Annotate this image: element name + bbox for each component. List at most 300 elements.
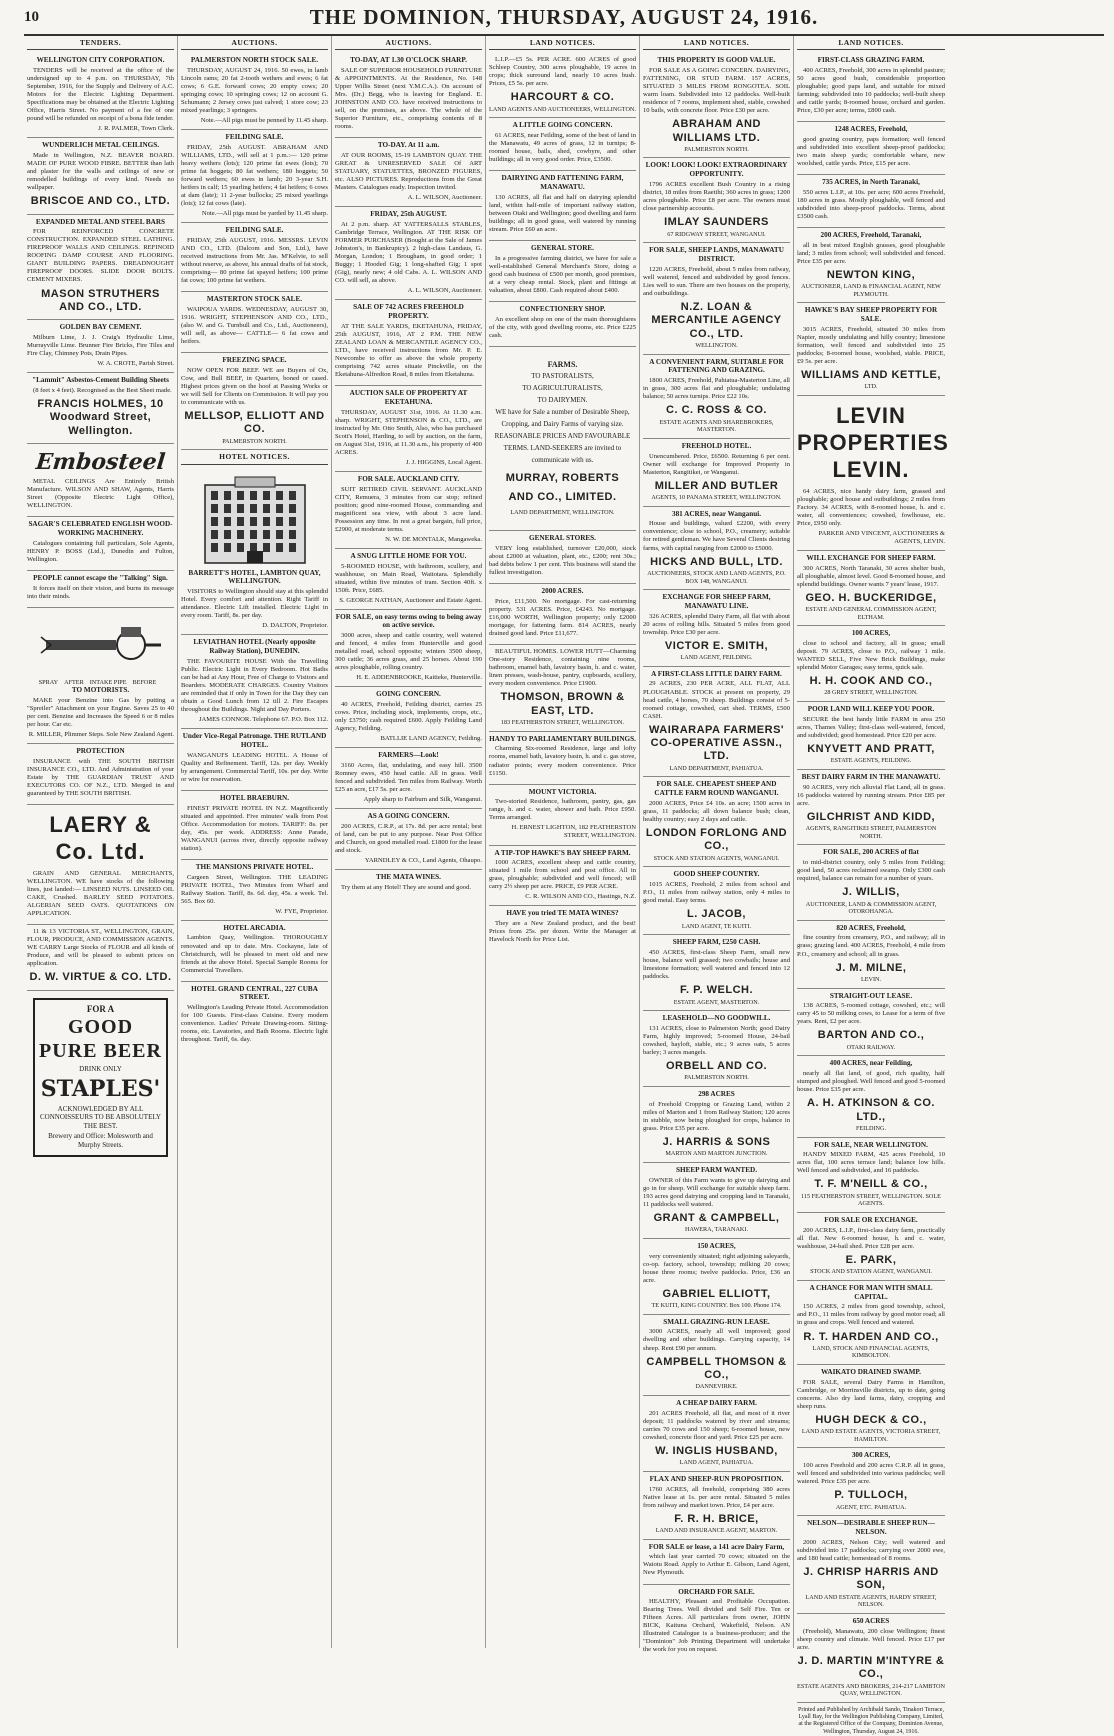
ad-heading: HAVE you tried TE MATA WINES? bbox=[506, 909, 619, 918]
ad-heading: FOR SALE OR EXCHANGE. bbox=[824, 1216, 918, 1224]
advertisement bbox=[797, 122, 945, 175]
advertiser-name: F. R. H. BRICE, bbox=[674, 1512, 759, 1525]
beer-brand: STAPLES' bbox=[40, 1075, 161, 1102]
ad-body bbox=[27, 758, 174, 798]
ad-body bbox=[335, 823, 482, 855]
ad-signature: N. W. DE MONTALK, Mangaweka. bbox=[385, 535, 482, 543]
ad-heading: EXPANDED METAL AND STEEL BARS bbox=[35, 217, 166, 226]
ad-body bbox=[643, 613, 790, 637]
ad-heading: 735 ACRES, in North Taranaki, bbox=[822, 178, 920, 187]
ad-text: HEALTHY, Pleasant and Profitable Occupation. Bearing Trees. Well divided and Self Fire. Ten or Fifteen Acres. All particulars from owner, JOHN BICK, Kaituna Orchard, Wakefield, Nelson. AN Illustrated Catalogue is a business-producer; and the "Dominion" Job Printing Department will undertake the work for you on request. bbox=[643, 1598, 790, 1654]
ad-heading: FOR SALE. CHEAPEST SHEEP AND CATTLE FARM ROUND WANGANUI. bbox=[654, 780, 779, 798]
ad-body bbox=[489, 56, 636, 88]
ad-text: SECURE the best handy little FARM in area 250 acres, Thames Valley; first-class well-watered, fenced, and subdivided; good homestead. Price £20 per acre. bbox=[797, 715, 945, 739]
advertiser-name: P. TULLOCH, bbox=[834, 1489, 908, 1502]
ad-heading: 100 ACRES, bbox=[851, 629, 891, 638]
ad-body bbox=[489, 648, 636, 688]
ad-heading: PROTECTION bbox=[76, 747, 125, 756]
ad-heading: 400 ACRES, near Feilding, bbox=[829, 1059, 913, 1068]
ad-text: 11 & 13 VICTORIA ST., WELLINGTON, GRAIN, FLOUR, PRODUCE, AND COMMISSION AGENTS. WE CARRY Large Stocks of FLOUR and all kinds of Produce, and will be pleased to submit prices on application. bbox=[27, 928, 174, 968]
ad-text: Lambton Quay, Wellington. THOROUGHLY renovated and up to date. Mrs. Cockayne, late of Christchurch, will be pleased to meet old and new friends at the above Hotel. Special Sample Rooms for Commercial Travellers. bbox=[181, 934, 328, 974]
ad-text: WANGANUI'S LEADING HOTEL. A House of Quality and Refinement. Tariff, 12s. per day. Weekly by arrangement. Commercial Tariff, 10s. per day. Write or wire for reservation. bbox=[181, 751, 328, 783]
advertisement bbox=[181, 353, 328, 450]
ad-text: An excellent shop on one of the main thoroughfares of the city, with good dwelling rooms, etc. Price £225 cash. bbox=[489, 315, 636, 339]
ad-heading: A CONVENIENT FARM, SUITABLE FOR FATTENING AND GRAZING. bbox=[649, 357, 784, 375]
ad-signature: W. A. CROTE, Parish Street. bbox=[97, 360, 174, 368]
advertiser-address: LAND AGENTS AND AUCTIONEERS, WELLINGTON. bbox=[489, 105, 636, 113]
advertiser-name: C. C. ROSS & CO. bbox=[666, 404, 767, 417]
advertiser-name: KNYVETT AND PRATT, bbox=[807, 742, 935, 755]
advertisement bbox=[335, 748, 482, 809]
ad-body bbox=[797, 1462, 945, 1486]
advertisement bbox=[489, 732, 636, 785]
advertisement bbox=[797, 53, 945, 122]
advertiser-name: GRANT & CAMPBELL, bbox=[653, 1211, 780, 1224]
ad-signature: R. MILLER, Plimmer Steps. Sole New Zealand Agent. bbox=[28, 731, 174, 739]
farms-body: WE have for Sale a number of Desirable Sheep, Cropping, and Dairy Farms of varying size. REASONABLE PRICES AND FAVOURABLE TERMS. LAND-SEEKERS are invited to communicate with us. bbox=[494, 407, 631, 464]
ad-text: 130 ACRES, all flat and half on dairying splendid land, within half-mile of important railway station, between Otaki and Wellington; good dwelling and farm buildings; all in good grass, well watered by running stream. Price £60 an acre. bbox=[489, 193, 636, 233]
advertiser-name: MILLER AND BUTLER bbox=[654, 479, 779, 492]
advertiser-address: AUCTIONEER, LAND & FINANCIAL AGENT, NEW PLYMOUTH. bbox=[801, 283, 941, 298]
advertiser-name: WILLIAMS AND KETTLE, bbox=[801, 369, 941, 382]
ad-body bbox=[27, 478, 174, 510]
advertiser-name: BARTON AND CO., bbox=[817, 1029, 925, 1042]
advertisement bbox=[181, 223, 328, 292]
ad-signature: Note.—All pigs must be yarded by 11.45 sharp. bbox=[201, 210, 328, 218]
advertisement bbox=[335, 870, 482, 898]
advertiser-name: MASON STRUTHERS AND CO., LTD. bbox=[41, 287, 160, 313]
advertisement bbox=[797, 921, 945, 989]
ad-text: AT THE SALE YARDS, EKETAHUNA, FRIDAY, 25th AUGUST, 1916, AT 2 P.M. THE NEW ZEALAND LOAN & MERCANTILE AGENCY CO., LTD., have received instructions from Mr. P. E. Newcombe to offer as above the whole property comprising 742 acres situate Pinckville, on the Eketahuna-Alfredton Road, 8 miles from Eketahuna. bbox=[335, 322, 482, 378]
ad-heading: A CHEAP DAIRY FARM. bbox=[676, 1398, 757, 1407]
ad-heading: A TIP-TOP HAWKE'S BAY SHEEP FARM. bbox=[494, 848, 631, 857]
advertisement bbox=[335, 687, 482, 748]
advertisement bbox=[797, 1138, 945, 1213]
advertiser-address: LAND DEPARTMENT, PAHIATUA. bbox=[669, 764, 764, 772]
ad-heading: FOR SALE. AUCKLAND CITY. bbox=[357, 474, 460, 483]
ad-signature: S. GEORGE NATHAN, Auctioneer and Estate Agent. bbox=[339, 596, 482, 604]
ad-text: OWNER of this Farm wants to give up dairying and go in for sheep. Will exchange for suitable sheep farm. 193 acres good dairying and cropping land in Taranaki, 11 paddocks well watered. bbox=[643, 1176, 790, 1208]
ad-body bbox=[27, 928, 174, 968]
page-number: 10 bbox=[24, 8, 39, 25]
ad-text: 1800 ACRES, Freehold, Pahiatua-Masterton Line, all in grass, 300 acres flat and ploughable; undulating balance; 50 acres turnips. Price £22 10s. bbox=[643, 377, 791, 401]
ad-body bbox=[797, 136, 945, 168]
ad-text: 1760 ACRES, all freehold, comprising 380 acres Native lease at 1s. per acre rental. Situated 5 miles from railway and market town. Price, £4 per acre. bbox=[643, 1485, 790, 1509]
ad-body bbox=[643, 881, 790, 905]
column-header: TENDERS. bbox=[27, 36, 174, 50]
advertisement bbox=[181, 729, 328, 791]
ad-heading: WILL EXCHANGE FOR SHEEP FARM. bbox=[806, 553, 936, 562]
ad-text: 450 ACRES, first-class Sheep Farm, small new house, balance well grassed; two cowbails; house and limestone formation; well watered and fenced into 12 paddocks. bbox=[643, 949, 790, 981]
advertiser-address: LAND AND ESTATE AGENTS, HARDY STREET, NELSON. bbox=[805, 1593, 937, 1609]
ad-text: 1000 ACRES, excellent sheep and cattle country, situated 1 mile from school and post office. All in grass, ploughable; subdivided and well fenced; will carry 2½ sheep per acre. PRICE, £9 PER ACRE. bbox=[489, 859, 636, 891]
advertisement bbox=[181, 130, 328, 223]
advertisement bbox=[489, 785, 636, 846]
advertiser-address: AUCTIONEER, LAND & COMMISSION AGENT, OTOROHANGA. bbox=[805, 900, 937, 916]
advertiser-address: TE KUITI, KING COUNTRY. Box 100. Phone 174. bbox=[651, 1302, 782, 1310]
ad-body bbox=[797, 1379, 945, 1411]
advertiser-name: J. M. MILNE, bbox=[835, 961, 907, 974]
ad-heading: LEVIATHAN HOTEL (Nearly opposite Railway Station), DUNEDIN. bbox=[193, 638, 316, 656]
advertisement bbox=[27, 53, 174, 138]
ad-text: Cargeen Street, Wellington. THE LEADING PRIVATE HOTEL, Two Minutes from Wharf and Railway Station. Tariff, 8s. 6d. day, 45s. a week. Tel. 565. Box 60. bbox=[181, 873, 328, 905]
masthead bbox=[24, 0, 1104, 36]
ad-heading: GENERAL STORE. bbox=[531, 243, 594, 252]
ad-text: Catalogues containing full particulars, Sole Agents, HENRY P. BOSS (Ltd.), Dunedin and Fulton, Wellington. bbox=[27, 539, 174, 563]
advertisement bbox=[797, 175, 945, 228]
advertiser-name: WAIRARAPA FARMERS' CO-OPERATIVE ASSN., LTD. bbox=[648, 723, 785, 763]
ad-text: 100 acres Freehold and 200 acres C.R.P. all in grass, well fenced and subdivided into various paddocks; well watered. Price £35 per acre. bbox=[797, 1462, 945, 1486]
advertisement bbox=[335, 472, 482, 549]
ad-body bbox=[797, 67, 945, 115]
advertisement bbox=[643, 439, 790, 507]
farms-line: TO DAIRYMEN. bbox=[537, 396, 588, 405]
advertisement bbox=[643, 935, 790, 1011]
ad-text: 2000 ACRES, Price £4 10s. an acre; 1500 acres in grass, 11 paddocks; all down balance bush; clean, healthy country; easy 2 days and cattle. bbox=[643, 799, 790, 824]
advertisement bbox=[643, 1087, 790, 1163]
advertiser-address: ESTATE AGENTS AND BROKERS, 214-217 LAMBTON QUAY, WELLINGTON. bbox=[797, 1682, 945, 1698]
ad-body bbox=[335, 323, 482, 379]
advertisement bbox=[643, 1315, 790, 1396]
ad-text: 131 ACRES, close to Palmerston North; good Dairy Farm, highly improved; 5-roomed House, 24-bail cowshed, hayloft, stable, etc.; 9 acres oats, 5 acres barley; 3 acres mangels. bbox=[643, 1024, 790, 1057]
ad-body bbox=[797, 1539, 945, 1563]
advertisement bbox=[797, 1281, 945, 1365]
ad-heading: THE MANSIONS PRIVATE HOTEL. bbox=[195, 862, 314, 871]
advertisement bbox=[643, 590, 790, 667]
ad-body bbox=[181, 805, 328, 853]
ad-text: nearly all flat land, of good, rich quality, half stumped and ploughed. Well fenced and good 5-roomed house. Price £35 per acre. bbox=[797, 1070, 945, 1094]
advertiser-address: AGENTS, RANGITIKEI STREET, PALMERSTON NORTH. bbox=[805, 825, 937, 840]
column-header: LAND NOTICES. bbox=[489, 36, 636, 50]
farms-title: FARMS. bbox=[547, 359, 578, 369]
advertisement bbox=[335, 610, 482, 688]
advertisement bbox=[643, 667, 790, 778]
ad-heading: 298 ACRES bbox=[698, 1090, 735, 1099]
ad-heading: FREEHOLD HOTEL. bbox=[681, 441, 752, 450]
ad-text: FRIDAY, 25th AUGUST, 1916. MESSRS. LEVIN AND CO., LTD. (Dalcom and Son, Ltd.), have received instructions from Mr. Jas. M'Kelvie, to sell without reserve, as above, his annual drafts of fat stock, comprising— 80 prime fat spayed heifers; 100 prime fat cows; 100 prime fat wethers. bbox=[181, 236, 328, 285]
ad-text: to mid-district country, only 5 miles from Feilding; good land, 50 acres reclaimed swamp. Only £300 cash required, balance can remain for a number of years. bbox=[797, 859, 945, 883]
ad-text: 326 ACRES, splendid Dairy Farm, all flat with about 20 acres of rolling hills. Situated 5 miles from good township. Price £30 per acre. bbox=[643, 612, 790, 636]
advertiser-address: LAND AGENT, FEILDING. bbox=[680, 654, 753, 662]
advertisement bbox=[489, 531, 636, 584]
illustration-label: SPRAY bbox=[38, 678, 59, 686]
ad-body bbox=[643, 680, 790, 720]
ad-text: which last year carried 70 cows; situated on the Waiotu Road. Apply to Arthur E. Gibson, Land Agent, New Plymouth. bbox=[643, 1553, 790, 1577]
imprint-footer: Printed and Published by Archibald Sando, Tinakori Terrace, Lyall Bay, for the Wellington Publishing Company, Limited, at the Registered Office of the Company, Dominion Avenue, Wellington, Thursday, August 24, 1916. bbox=[798, 1706, 944, 1735]
ad-body bbox=[181, 67, 328, 115]
advertiser-address: FEILDING. bbox=[855, 1125, 887, 1133]
advertiser-name: VICTOR E. SMITH, bbox=[664, 639, 769, 652]
advertiser-name: ORBELL AND CO. bbox=[665, 1060, 768, 1073]
advertisement bbox=[643, 1163, 790, 1239]
ad-body bbox=[489, 920, 636, 944]
ad-text: WAIPOUA YARDS. WEDNESDAY, AUGUST 30, 1916. WRIGHT, STEPHENSON AND CO., LTD., (also W. and G. Turnbull and Co., Ltd., Auctioneers), will sell, as above— CATTLE— 6 fat cows and heifers. bbox=[181, 305, 328, 346]
ad-body bbox=[797, 934, 945, 958]
ad-body bbox=[643, 1553, 790, 1577]
advertisement bbox=[181, 982, 328, 1051]
advertiser-address: LTD. bbox=[864, 383, 878, 391]
advertisement bbox=[643, 1396, 790, 1472]
section-header: HOTEL NOTICES. bbox=[181, 450, 328, 464]
advertiser-name: E. PARK, bbox=[845, 1253, 897, 1266]
ad-body bbox=[797, 784, 945, 808]
ad-text: 400 ACRES, Freehold, 300 acres in splendid pasture; 50 acres good bush, considerable proportion ploughable; good paps land, and suitable for mixed farming; subdivided into 10 paddocks; well-built sheep and cattle yards; 8-roomed house, orchard and garden. Price, £30 per acre; terms, £800 cash. bbox=[797, 66, 945, 115]
ad-heading: FIRST-CLASS GRAZING FARM. bbox=[817, 56, 925, 65]
farms-line: TO PASTORALISTS, bbox=[531, 372, 594, 381]
ad-text: INSURANCE with THE SOUTH BRITISH INSURANCE CO., LTD. And Administration of your Estate by THE GUARDIAN TRUST AND EXECUTORS CO. OF N.Z., LTD. Merged in and guaranteed by THE SOUTH BRITISH. bbox=[27, 758, 174, 798]
ad-signature: W. FYE, Proprietor. bbox=[275, 907, 328, 915]
illustration-labels bbox=[27, 679, 174, 687]
ad-signature: YARNDLEY & CO., Land Agents, Ohaupo. bbox=[364, 857, 482, 865]
ad-heading: 650 ACRES bbox=[852, 1616, 890, 1625]
ad-text: House and buildings, valued £2200, with every convenience; close to school, P.O., creamery; suitable for retired gentleman. We have Several Clients desiring farms, with capital ranging from £2000 to £5000. bbox=[643, 520, 790, 552]
ad-text: 3015 ACRES, Freehold, situated 30 miles from Napier, mostly undulating and hilly country; limestone formation, well fenced and subdivided into 25 paddocks; 8-roomed house, woolshed, stable. PRICE, £9 5s. per acre. bbox=[797, 325, 945, 366]
ad-heading: GOOD SHEEP COUNTRY. bbox=[673, 870, 760, 879]
advertisement bbox=[489, 347, 636, 532]
ad-body bbox=[797, 1628, 945, 1652]
ad-text: THE FAVOURITE HOUSE With the Travelling Public. Electric Light in Every Bedroom. Hot Baths can be had at Any Hour, Free of Charge to Visitors and Boarders. MODERATE CHARGES. Country Visitors are reminded that if only in Town for the Day they can obtain a Good Lunch from 12 till 2. Fire Escapes throughout the Buildings. Night and Day Porters. bbox=[181, 657, 328, 714]
advertiser-address: LAND, STOCK AND FINANCIAL AGENTS, KIMBOLTON. bbox=[812, 1344, 930, 1360]
advertiser-logo: Embosteel bbox=[34, 449, 167, 476]
ad-text: Unencumbered. Price, £6500. Returning 6 per cent. Owner will exchange for Improved Property in Masterton, Rangitikei, or Wanganui. bbox=[643, 452, 790, 476]
advertisement bbox=[643, 1540, 790, 1585]
ad-body bbox=[797, 716, 945, 740]
beer-address: Brewery and Office: Molesworth and Murphy Streets. bbox=[48, 1132, 153, 1149]
ad-text: VERY long established, turnover £20,000, stock about £2000 at valuation, plant, etc., £200; rent 30s.; bad debts below 1 per cent. This business will stand the fullest investigation. bbox=[489, 545, 636, 577]
ad-body bbox=[489, 798, 636, 822]
advertisement bbox=[643, 777, 790, 867]
ad-heading: FOR SALE, SHEEP LANDS, MANAWATU DISTRICT. bbox=[649, 246, 784, 263]
ad-body bbox=[643, 67, 790, 115]
ad-text: L.I.P.—£5 5s. PER ACRE. 600 ACRES of good Schleep Country, 300 acres ploughable, 19 acres in crops; thick surround land, nearly 10 acres bush. Prices, £5 5s. per acre. bbox=[489, 56, 636, 88]
advertiser-address: WELLINGTON. bbox=[695, 342, 738, 350]
ad-body bbox=[335, 221, 482, 285]
ad-body bbox=[27, 334, 174, 358]
ad-heading: SHEEP FARM, £250 CASH. bbox=[672, 938, 761, 947]
ad-body bbox=[181, 144, 328, 208]
column-header: AUCTIONS. bbox=[335, 36, 482, 50]
advertiser-name: J. CHRISP HARRIS AND SON, bbox=[803, 1565, 939, 1592]
ad-body bbox=[797, 1303, 945, 1327]
ad-body bbox=[489, 859, 636, 891]
advertiser-address: 183 FEATHERSTON STREET, WELLINGTON. bbox=[500, 719, 625, 727]
advertisement bbox=[335, 809, 482, 870]
advertisement bbox=[643, 1011, 790, 1087]
ad-body bbox=[643, 1598, 790, 1654]
ad-text: Two-storied Residence, bathroom, pantry, gas, gas range, h. and c. water, shower and bath. Price £950. Terms arranged. bbox=[489, 798, 636, 822]
ad-text: BEAUTIFUL HOMES. LOWER HUTT—Charming One-story Residence, containing nine rooms, bathroom, enamel bath, lavatory basin, h. and c. water, linen presses, wash-house, pantry, cupboards, scullery, every modern convenience. Price £1900. bbox=[489, 648, 636, 688]
advertisement bbox=[797, 303, 945, 396]
ad-body bbox=[643, 1253, 790, 1285]
column-1 bbox=[24, 36, 178, 1648]
ad-text: fine country from creamery, P.O., and railway; all in grass; grazing land. 400 ACRES, Freehold, 4 mile from P.O., creamery and school; all in grass. bbox=[797, 934, 945, 958]
ad-text: 201 ACRES Freehold, all flat, and most of it river deposit; 11 paddocks watered by river and streams; carries 70 cows and 150 sheep; 6-roomed house, new cowshed, concrete floor and yard. Price £25 per acre. bbox=[643, 1409, 790, 1441]
ad-heading: WELLINGTON CITY CORPORATION. bbox=[36, 56, 165, 65]
ad-body bbox=[643, 520, 790, 552]
ad-text: 150 ACRES, 2 miles from good township, school, and P.O., 11 miles from railway by good motor road; all in grass and crops. Well fenced and watered. bbox=[797, 1303, 945, 1327]
ad-body bbox=[181, 752, 328, 784]
advertiser-name: HUGH DECK & CO., bbox=[815, 1413, 927, 1426]
ad-signature: Apply sharp to Fairburn and Silk, Wanganui. bbox=[363, 796, 482, 804]
ad-heading: ORCHARD FOR SALE. bbox=[678, 1587, 755, 1596]
advertiser-name: A. H. ATKINSON & CO. LTD., bbox=[807, 1097, 935, 1123]
ad-text: THURSDAY, AUGUST 31st, 1916. At 11.30 a.m. sharp. WRIGHT, STEPHENSON & CO., LTD., are instructed by Mr. Otto Smith, Also, who has purchased Scott's Hotel, Harding, to sell by auction, on the farm, on August 31st, 1916, at 11.30 a.m., his property of 400 ACRES. bbox=[335, 408, 483, 456]
column-3 bbox=[332, 36, 486, 1648]
ad-text: Price, £11,500. No mortgage. For cast-returning property. 531 ACRES. Price, £4243. No mortgage. £16,000 WORTH, Wellington property; only £2000 mortgage, for fattening farm. 814 ACRES, nearly drained good land. Price £11,677. bbox=[489, 597, 636, 638]
advertisement bbox=[27, 215, 174, 321]
ad-heading: PEOPLE cannot escape the "Talking" Sign. bbox=[33, 573, 168, 582]
advertiser-address: PALMERSTON NORTH. bbox=[684, 145, 749, 153]
advertisement bbox=[335, 207, 482, 300]
ad-text: 200 ACRES, C.R.P., at 17s. 8d. per acre rental; best of land, can be put to any purpose. Near Post Office and Church, on good metalled road. £1800 for the lease and stock. bbox=[335, 823, 482, 855]
ad-body bbox=[489, 598, 636, 638]
advertiser-name: W. INGLIS HUSBAND, bbox=[655, 1444, 778, 1457]
ad-body bbox=[643, 800, 790, 824]
advertiser-address: STOCK AND STATION AGENT, WANGANUI. bbox=[810, 1268, 932, 1276]
hotel-building-illustration bbox=[181, 475, 328, 565]
advertisement bbox=[797, 989, 945, 1057]
advertisement bbox=[643, 158, 790, 243]
ad-body bbox=[27, 870, 174, 918]
ad-text: NOW OPEN FOR BEEF. WE are Buyers of Ox, Cow, and Bull BEEF, in Quarters, boned or cased. Highest prices given on the hoof at Passing Works or we will Sell for Clients on Commission. It will pay you to communicate with us. bbox=[181, 366, 328, 407]
ad-heading: MASTERTON STOCK SALE. bbox=[206, 295, 303, 304]
advertiser-address: 67 RIDGWAY STREET, WANGANUI. bbox=[667, 230, 766, 238]
ad-body bbox=[27, 697, 174, 729]
advertiser-name: LONDON FORLONG AND CO., bbox=[645, 827, 788, 853]
column-5 bbox=[640, 36, 794, 1654]
ad-body bbox=[643, 266, 790, 298]
ad-heading: FOR SALE, NEAR WELLINGTON. bbox=[814, 1140, 928, 1149]
ad-body bbox=[643, 1328, 790, 1352]
ad-text: THURSDAY, AUGUST 24, 1916. 50 ewes, in lamb Lincoln rams; 20 fat 2-tooth wethers and ewes; 6 fat cows; 6 G.E. forward cows; 20 empty cows; 20 springing cows; 10 springing cows; 12 on account G. Schumann; 2 Jersey cows just calved; 1 store cow; 23 mixed yearlings; 3 springers. bbox=[181, 66, 328, 115]
advertisement bbox=[27, 444, 174, 517]
ad-text: SUIT RETIRED CIVIL SERVANT. AUCKLAND CITY, Remuera, 3 minutes from car stop; refined position; good nine-roomed House, commanding and magnificent sea view, with about 3 acre land. Possession any time. In rest a great bargain, full price, £2900, at moderate terms. bbox=[335, 485, 482, 533]
advertisement bbox=[489, 118, 636, 171]
illustration-label: BEFORE bbox=[132, 678, 157, 686]
advertisement bbox=[27, 608, 174, 745]
ad-heading: TO-DAY. At 11 a.m. bbox=[377, 141, 440, 150]
advertisement bbox=[181, 292, 328, 353]
ad-text: In a progressive farming district, we have for sale a well-established General Merchant's Store, doing a good cash business of £500 per month, good premises, at a very cheap rental. Stock, plant and fittings at valuation, about £800. Cash required about £400. bbox=[489, 254, 636, 294]
ad-body bbox=[643, 1101, 790, 1133]
advertisement bbox=[335, 138, 482, 207]
ad-heading: A LITTLE GOING CONCERN. bbox=[512, 121, 613, 130]
ad-text: FOR SALE, several Dairy Farms in Hamilton, Cambridge, or Morrinsville districts, up to date, going concerns. Also dry land farms, dairy, cropping and sheep runs. bbox=[797, 1378, 945, 1410]
ad-body bbox=[797, 1227, 945, 1251]
ad-body bbox=[27, 152, 174, 192]
ad-heading: LOOK! LOOK! LOOK! EXTRAORDINARY OPPORTUNITY. bbox=[645, 161, 788, 179]
ad-text: GRAIN AND GENERAL MERCHANTS, WELLINGTON. WE have stocks of the following lines, just landed:— LINSEED NUTS. LINSEED OIL CAKE, Crushed. BARLEY SEED POTATOES. ALGERIAN SEED OATS. QUOTATIONS ON APPLICATION. bbox=[27, 869, 174, 917]
ad-body bbox=[797, 565, 945, 589]
ad-heading: SHEEP FARM WANTED. bbox=[675, 1165, 757, 1174]
advertisement bbox=[643, 1472, 790, 1540]
newspaper-title: THE DOMINION, THURSDAY, AUGUST 24, 1916. bbox=[309, 4, 819, 29]
ad-heading: FARMERS—Look! bbox=[378, 751, 439, 760]
column-4 bbox=[486, 36, 640, 1648]
farms-line: TO AGRICULTURALISTS, bbox=[522, 384, 603, 393]
ad-body bbox=[181, 306, 328, 346]
ad-text: METAL CEILINGS Are Entirely British Manufacture. WILSON AND SHAW, Agents, Harris Street (Opposite Electric Light Office), WELLINGTON. bbox=[27, 478, 174, 510]
advertiser-name: IMLAY SAUNDERS bbox=[664, 216, 769, 229]
ad-text: 5-ROOMED HOUSE, with bathroom, scullery, and washhouse, on Main Road, Waitotara. Splendidly situated, within five minutes of tram. Section 40ft. x 150ft. Price, £685. bbox=[335, 562, 482, 594]
advertisement bbox=[335, 300, 482, 386]
ad-heading: "Lammit" Asbestos-Cement Building Sheets bbox=[32, 376, 169, 385]
column-6 bbox=[794, 36, 949, 1735]
advertiser-name: ABRAHAM AND WILLIAMS LTD. bbox=[672, 118, 761, 144]
ad-heading: HOTEL BRAEBURN. bbox=[219, 793, 290, 802]
illustration-label: INTAKE PIPE bbox=[89, 678, 127, 686]
ad-heading: A SNUG LITTLE HOME FOR YOU. bbox=[350, 551, 467, 560]
advertisement bbox=[335, 386, 482, 472]
advertisement bbox=[27, 925, 174, 991]
ad-heading: NELSON—DESIRABLE SHEEP RUN—NELSON. bbox=[807, 1519, 935, 1537]
ad-signature: H. E. ADDENBROOKE, Kaitieke, Hunterville. bbox=[356, 674, 482, 682]
ad-signature: BATLLIE LAND AGENCY, Feilding. bbox=[380, 735, 482, 743]
ad-body bbox=[181, 588, 328, 620]
ad-body bbox=[181, 367, 328, 407]
advertisement bbox=[489, 302, 636, 347]
ad-text: FOR REINFORCED CONCRETE CONSTRUCTION. EXPANDED STEEL LATHING. FIREPROOF WALLS AND CEILINGS. REFINOID ROOFING DAMP COURSE AND FLOORING. GIANT BUILDING PAPERS. DREADNOUGHT FIREPROOF DOORS. SLIDE DOOR BOLTS. CEMENT MIXERS. bbox=[27, 228, 174, 284]
ad-body bbox=[181, 658, 328, 714]
ad-heading: FEILDING SALE. bbox=[225, 133, 284, 142]
advertiser-name: NEWTON KING, bbox=[826, 268, 916, 281]
advertiser-address: LEVIN. bbox=[860, 975, 882, 983]
advertiser-name: F. P. WELCH. bbox=[679, 984, 754, 997]
advertisement bbox=[797, 1056, 945, 1137]
ad-heading: SAGAR'S CELEBRATED ENGLISH WOOD-WORKING MACHINERY. bbox=[28, 520, 173, 537]
ad-body bbox=[643, 181, 790, 213]
advertiser-address: PALMERSTON NORTH. bbox=[222, 437, 287, 445]
advertisement bbox=[489, 53, 636, 118]
advertiser-name: BRISCOE AND CO., LTD. bbox=[30, 195, 171, 208]
ad-signature: C. R. WILSON AND CO., Hastings, N.Z. bbox=[525, 893, 636, 901]
advertisement bbox=[643, 1239, 790, 1315]
ad-heading: POOR LAND WILL KEEP YOU POOR. bbox=[807, 705, 935, 713]
advertisement bbox=[27, 517, 174, 571]
ad-signature: PARKER AND VINCENT, AUCTIONEERS & AGENTS, LEVIN. bbox=[818, 529, 945, 545]
ad-text: MAKE your Benzine into Gas by putting a "Spreiler" Attachment on your Engine. Saves 25 to 40 per cent. Benzine and Increases the Speed 6 or 8 miles per hour. Car etc. bbox=[27, 697, 174, 729]
ad-body bbox=[27, 540, 174, 564]
beer-line: ACKNOWLEDGED BY ALL CONNOISSEURS TO BE ABSOLUTELY THE BEST. bbox=[40, 1104, 161, 1130]
advertisement bbox=[27, 320, 174, 373]
advertiser-name: MURRAY, ROBERTS AND CO., LIMITED. bbox=[505, 472, 620, 504]
ad-signature: J. R. PALMER, Town Clerk. bbox=[98, 125, 174, 133]
ad-heading: Under Vice-Regal Patronage. THE RUTLAND HOTEL. bbox=[182, 732, 327, 749]
ad-text: TENDERS will be received at the office of the undersigned up to 4 p.m. on THURSDAY, 7th September, 1916, for the Supply and Delivery of A.C. Motors for the Electric Lighting Department. Specifications may be obtained at the Electric Lighting Office, Harris Street. No payment of a fee of one pound will be refunded on receipt of a bona fide tender. bbox=[27, 66, 174, 123]
ad-heading: 2000 ACRES. bbox=[541, 587, 584, 596]
ad-body bbox=[797, 1151, 945, 1175]
ad-body bbox=[489, 316, 636, 340]
advertiser-address: MARTON AND MARTON JUNCTION. bbox=[665, 1150, 768, 1158]
ad-text: (8 feet x 4 feet). Recognised as the Best Sheet made. bbox=[33, 387, 172, 395]
ad-signature: D. DALTON, Proprietor. bbox=[262, 622, 328, 630]
advertiser-name: GABRIEL ELLIOTT, bbox=[662, 1287, 771, 1300]
ad-heading: MOUNT VICTORIA. bbox=[528, 787, 597, 796]
ad-heading: A CHANCE FOR MAN WITH SMALL CAPITAL. bbox=[809, 1283, 933, 1301]
advertiser-address: PALMERSTON NORTH. bbox=[684, 1074, 749, 1082]
advertiser-address: AGENTS, 10 PANAMA STREET, WELLINGTON. bbox=[651, 494, 782, 502]
ad-text: Charming Six-roomed Residence, large and lofty rooms, enamel bath, lavatory basin, h. and c. gas stove, radiator points; every modern convenience. Price £1150. bbox=[489, 745, 636, 777]
advertisement bbox=[797, 845, 945, 920]
ad-body bbox=[797, 1070, 945, 1094]
ad-body bbox=[335, 762, 482, 794]
ad-text: (Freehold), Manawatu, 200 close Wellington; finest sheep country and climate. Well fenced. Price £17 per acre. bbox=[797, 1627, 945, 1651]
ad-text: Milburn Lime, J. J. Craig's Hydraulic Lime, Murrayville Lime. Brunner Fire Bricks, Fire Tiles and Fire Clay, Chimney Pots, Drain Pipes. bbox=[27, 334, 174, 358]
ad-text: SALE OF SUPERIOR HOUSEHOLD FURNITURE & APPOINTMENTS. At the Residence, No. 148 Upper Willis Street (next Y.M.C.A.). On account of Mrs. (Dr.) Begg, who is leaving for England. E. JOHNSTON AND CO. have received instructions to sell, on the premises, as above. The whole of the Superior Furniture, etc., comprising contents of 8 rooms. bbox=[335, 66, 482, 131]
column-2 bbox=[178, 36, 332, 1648]
advertisement bbox=[489, 846, 636, 907]
advertisement bbox=[27, 805, 174, 925]
